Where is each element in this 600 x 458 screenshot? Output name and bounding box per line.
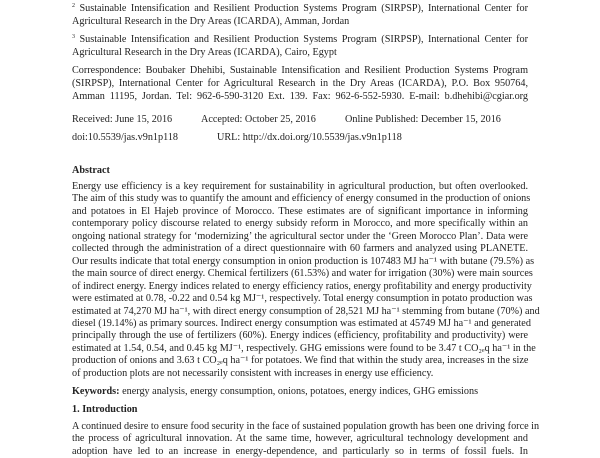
- introduction-heading: 1. Introduction: [72, 404, 138, 415]
- text-line: and potatoes in El Hajeb province of Morocco. These estimates are of significant importance in informing: [72, 205, 528, 217]
- text-line: A continued desire to ensure food security in the face of sustained population growth has been one driving force in: [72, 421, 540, 432]
- text-line: principally through the use of fertilizers (60%). Energy indices (efficiency, profitability and productivity) were: [72, 330, 528, 342]
- text-line: adoption have led to an increase in energy-dependence, and particularly so in terms of fossil fuels. In: [72, 445, 528, 457]
- text-line: the process of agricultural innovation. At the same time, however, agricultural technology development and: [72, 433, 528, 445]
- abstract-heading: Abstract: [72, 165, 110, 176]
- text-line: collected through the administration of a direct questionnaire with 60 farmers and analyzed using PLANETE.: [72, 243, 528, 255]
- text-line: Our results indicate that total energy consumption in onion production is 107483 MJ ha⁻¹ with butane (79.5%) as: [72, 255, 535, 267]
- text-line: Energy use efficiency is a key requirement for sustainability in agricultural production, but often overlooked.: [72, 181, 528, 192]
- text-line: ongoing national strategy for ‘modernizing’ the agricultural sector under the ‘Green Morocco Plan’. Data were: [72, 230, 528, 242]
- text-line: contemporary policy discourse related to energy subsidy reform in Morocco, and more specifically within an: [72, 218, 528, 230]
- text-line: estimated at 1.54, 0.54, and 0.45 kg MJ⁻¹, respectively. GHG emissions were found to be 3.47 t CO₂ₑq ha⁻¹ in the: [72, 342, 536, 354]
- text-line: diesel (19.14%) as primary sources. Indirect energy consumption was estimated at 45749 MJ ha⁻¹ and generated: [72, 317, 531, 329]
- text-line: of production plots are not necessarily consistent with increases in energy use efficiency.: [72, 367, 434, 379]
- text-line: The aim of this study was to quantify the amount and efficiency of energy consumed in the production of onions: [72, 193, 531, 205]
- text-line: estimated at 74,270 MJ ha⁻¹, with direct energy consumption of 28,521 MJ ha⁻¹ stemming from butane (70%) and: [72, 305, 540, 317]
- text-line: production of onions and 3.63 t CO₂ₑq ha⁻¹ for potatoes. We find that within the study area, increases in the size: [72, 355, 529, 367]
- text-line: the main source of direct energy. Chemical fertilizers (61.53%) and water for irrigation (30%) were main sources: [72, 268, 533, 280]
- text-line: were estimated at 0.78, -0.22 and 0.54 kg MJ⁻¹, respectively. Total energy consumption in potato production was: [72, 293, 533, 305]
- doi-url-link[interactable]: URL: http://dx.doi.org/10.5539/jas.v9n1p118: [217, 132, 402, 143]
- text-line: of indirect energy. Energy indices related to energy efficiency ratios, energy profitability and energy productivity: [72, 280, 532, 292]
- keywords: Keywords: energy analysis, energy consumption, onions, potatoes, energy indices, GHG emissions: [72, 386, 479, 397]
- doi: doi:10.5539/jas.v9n1p118: [72, 132, 179, 143]
